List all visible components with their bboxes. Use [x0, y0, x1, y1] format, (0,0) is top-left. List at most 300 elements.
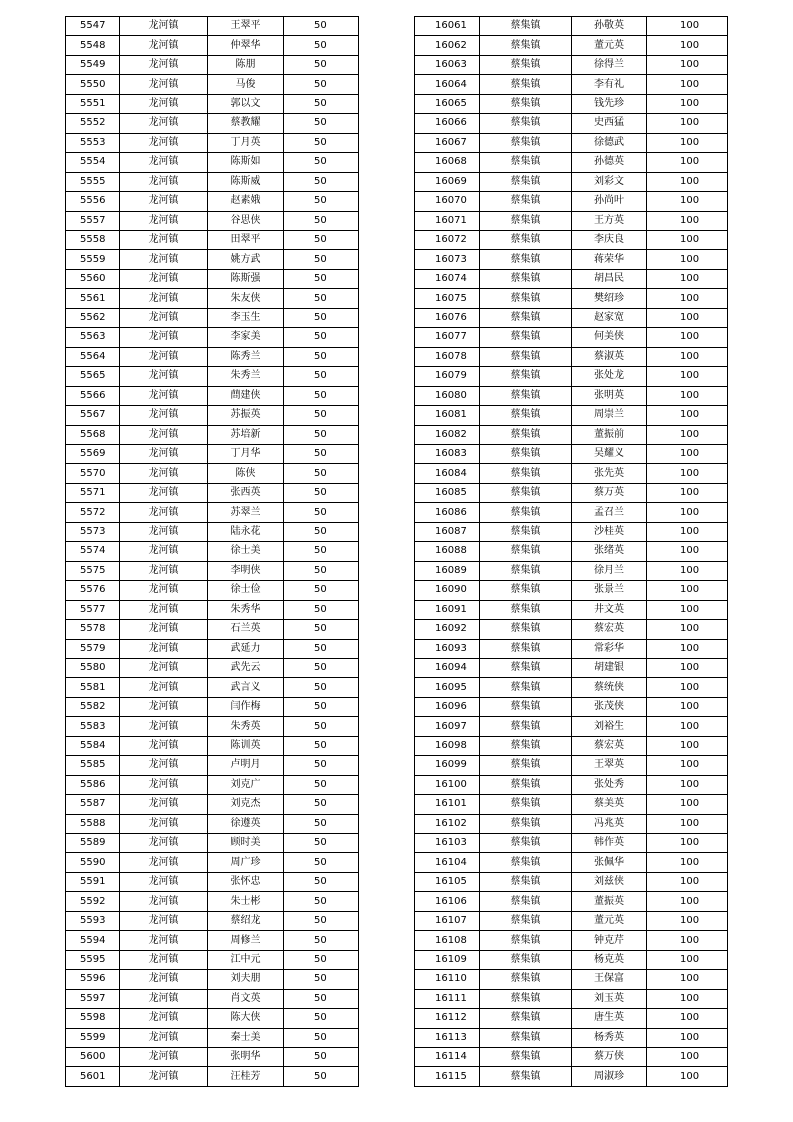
amount-cell: 100	[647, 75, 728, 94]
person-name-cell: 周广珍	[208, 853, 284, 872]
town-cell: 龙河镇	[120, 503, 208, 522]
town-cell: 龙河镇	[120, 464, 208, 483]
person-name-cell: 蔡宏英	[572, 620, 647, 639]
record-number-cell: 5548	[66, 36, 120, 55]
person-name-cell: 武言义	[208, 678, 284, 697]
town-cell: 蔡集镇	[480, 289, 572, 308]
table-row	[415, 192, 728, 211]
amount-cell: 50	[284, 931, 359, 950]
town-cell: 龙河镇	[120, 153, 208, 172]
table-row	[415, 853, 728, 872]
person-name-cell: 王翠平	[208, 17, 284, 36]
table-row	[415, 892, 728, 911]
town-cell: 龙河镇	[120, 269, 208, 288]
table-row	[66, 153, 359, 172]
record-number-cell: 16080	[415, 386, 480, 405]
record-number-cell: 5565	[66, 367, 120, 386]
town-cell: 龙河镇	[120, 697, 208, 716]
amount-cell: 50	[284, 581, 359, 600]
town-cell: 蔡集镇	[480, 367, 572, 386]
person-name-cell: 樊绍珍	[572, 289, 647, 308]
person-name-cell: 张茂侠	[572, 697, 647, 716]
person-name-cell: 沙桂英	[572, 522, 647, 541]
town-cell: 龙河镇	[120, 483, 208, 502]
table-row	[415, 308, 728, 327]
person-name-cell: 张明华	[208, 1048, 284, 1067]
person-name-cell: 蔡万英	[572, 483, 647, 502]
amount-cell: 50	[284, 55, 359, 74]
amount-cell: 100	[647, 36, 728, 55]
town-cell: 蔡集镇	[480, 114, 572, 133]
amount-cell: 50	[284, 153, 359, 172]
table-row	[66, 192, 359, 211]
person-name-cell: 蔡淑英	[572, 347, 647, 366]
table-row	[66, 444, 359, 463]
town-cell: 蔡集镇	[480, 444, 572, 463]
table-row	[66, 503, 359, 522]
person-name-cell: 李明侠	[208, 561, 284, 580]
town-cell: 蔡集镇	[480, 697, 572, 716]
record-number-cell: 16067	[415, 133, 480, 152]
record-number-cell: 5585	[66, 756, 120, 775]
amount-cell: 50	[284, 444, 359, 463]
record-number-cell: 5591	[66, 872, 120, 891]
amount-cell: 50	[284, 1067, 359, 1086]
table-row	[415, 211, 728, 230]
town-cell: 龙河镇	[120, 328, 208, 347]
person-name-cell: 江中元	[208, 950, 284, 969]
person-name-cell: 王保富	[572, 970, 647, 989]
person-name-cell: 王翠英	[572, 756, 647, 775]
amount-cell: 50	[284, 756, 359, 775]
town-cell: 蔡集镇	[480, 1067, 572, 1086]
person-name-cell: 蒋荣华	[572, 250, 647, 269]
table-row	[415, 658, 728, 677]
table-row	[415, 561, 728, 580]
town-cell: 龙河镇	[120, 94, 208, 113]
town-cell: 龙河镇	[120, 75, 208, 94]
table-row	[66, 483, 359, 502]
table-row	[415, 328, 728, 347]
table-row	[66, 133, 359, 152]
record-number-cell: 5576	[66, 581, 120, 600]
town-cell: 龙河镇	[120, 289, 208, 308]
record-number-cell: 5569	[66, 444, 120, 463]
town-cell: 蔡集镇	[480, 736, 572, 755]
table-row	[415, 133, 728, 152]
record-number-cell: 5595	[66, 950, 120, 969]
record-number-cell: 5563	[66, 328, 120, 347]
person-name-cell: 朱秀英	[208, 717, 284, 736]
amount-cell: 100	[647, 172, 728, 191]
town-cell: 蔡集镇	[480, 970, 572, 989]
town-cell: 龙河镇	[120, 522, 208, 541]
amount-cell: 100	[647, 464, 728, 483]
amount-cell: 50	[284, 425, 359, 444]
record-number-cell: 16069	[415, 172, 480, 191]
amount-cell: 50	[284, 853, 359, 872]
town-cell: 蔡集镇	[480, 989, 572, 1008]
table-row	[66, 36, 359, 55]
person-name-cell: 徐月兰	[572, 561, 647, 580]
table-row	[66, 347, 359, 366]
town-cell: 蔡集镇	[480, 911, 572, 930]
town-cell: 蔡集镇	[480, 872, 572, 891]
record-number-cell: 16086	[415, 503, 480, 522]
amount-cell: 100	[647, 872, 728, 891]
record-number-cell: 5567	[66, 406, 120, 425]
town-cell: 蔡集镇	[480, 814, 572, 833]
table-row	[415, 406, 728, 425]
person-name-cell: 蔡美英	[572, 795, 647, 814]
record-number-cell: 16074	[415, 269, 480, 288]
amount-cell: 50	[284, 970, 359, 989]
right-data-table	[414, 16, 728, 1087]
amount-cell: 50	[284, 308, 359, 327]
town-cell: 龙河镇	[120, 892, 208, 911]
amount-cell: 50	[284, 75, 359, 94]
amount-cell: 100	[647, 250, 728, 269]
person-name-cell: 井文英	[572, 600, 647, 619]
amount-cell: 50	[284, 542, 359, 561]
table-row	[415, 542, 728, 561]
person-name-cell: 孟召兰	[572, 503, 647, 522]
amount-cell: 100	[647, 308, 728, 327]
amount-cell: 100	[647, 386, 728, 405]
amount-cell: 100	[647, 94, 728, 113]
town-cell: 龙河镇	[120, 1028, 208, 1047]
table-row	[66, 872, 359, 891]
amount-cell: 100	[647, 328, 728, 347]
town-cell: 蔡集镇	[480, 347, 572, 366]
town-cell: 蔡集镇	[480, 386, 572, 405]
table-row	[66, 1067, 359, 1086]
amount-cell: 50	[284, 503, 359, 522]
table-row	[66, 931, 359, 950]
table-row	[66, 17, 359, 36]
record-number-cell: 5580	[66, 658, 120, 677]
town-cell: 龙河镇	[120, 308, 208, 327]
person-name-cell: 陈侠	[208, 464, 284, 483]
table-row	[66, 911, 359, 930]
table-row	[415, 503, 728, 522]
person-name-cell: 常彩华	[572, 639, 647, 658]
town-cell: 龙河镇	[120, 192, 208, 211]
person-name-cell: 朱友侠	[208, 289, 284, 308]
table-row	[66, 464, 359, 483]
record-number-cell: 5582	[66, 697, 120, 716]
person-name-cell: 刘克杰	[208, 795, 284, 814]
record-number-cell: 16082	[415, 425, 480, 444]
person-name-cell: 苏振英	[208, 406, 284, 425]
table-row	[66, 1028, 359, 1047]
record-number-cell: 16093	[415, 639, 480, 658]
record-number-cell: 5581	[66, 678, 120, 697]
person-name-cell: 孙尚叶	[572, 192, 647, 211]
table-row	[415, 989, 728, 1008]
town-cell: 龙河镇	[120, 853, 208, 872]
amount-cell: 50	[284, 1009, 359, 1028]
town-cell: 蔡集镇	[480, 192, 572, 211]
town-cell: 龙河镇	[120, 950, 208, 969]
record-number-cell: 5579	[66, 639, 120, 658]
record-number-cell: 16064	[415, 75, 480, 94]
amount-cell: 100	[647, 347, 728, 366]
amount-cell: 100	[647, 814, 728, 833]
person-name-cell: 卢明月	[208, 756, 284, 775]
table-row	[415, 347, 728, 366]
table-row	[66, 756, 359, 775]
person-name-cell: 张佩华	[572, 853, 647, 872]
amount-cell: 50	[284, 172, 359, 191]
table-row	[66, 386, 359, 405]
town-cell: 蔡集镇	[480, 542, 572, 561]
record-number-cell: 5574	[66, 542, 120, 561]
town-cell: 龙河镇	[120, 581, 208, 600]
record-number-cell: 5549	[66, 55, 120, 74]
amount-cell: 50	[284, 1028, 359, 1047]
town-cell: 蔡集镇	[480, 892, 572, 911]
person-name-cell: 陈训英	[208, 736, 284, 755]
person-name-cell: 吴耀义	[572, 444, 647, 463]
town-cell: 龙河镇	[120, 250, 208, 269]
record-number-cell: 5568	[66, 425, 120, 444]
town-cell: 龙河镇	[120, 678, 208, 697]
amount-cell: 100	[647, 620, 728, 639]
person-name-cell: 姚方武	[208, 250, 284, 269]
record-number-cell: 16114	[415, 1048, 480, 1067]
table-row	[415, 678, 728, 697]
amount-cell: 50	[284, 658, 359, 677]
person-name-cell: 胡昌民	[572, 269, 647, 288]
amount-cell: 100	[647, 697, 728, 716]
person-name-cell: 苏翠兰	[208, 503, 284, 522]
record-number-cell: 5557	[66, 211, 120, 230]
person-name-cell: 史西猛	[572, 114, 647, 133]
town-cell: 龙河镇	[120, 114, 208, 133]
table-row	[415, 970, 728, 989]
record-number-cell: 5601	[66, 1067, 120, 1086]
person-name-cell: 钱先珍	[572, 94, 647, 113]
amount-cell: 100	[647, 658, 728, 677]
table-row	[415, 911, 728, 930]
town-cell: 龙河镇	[120, 1067, 208, 1086]
table-row	[415, 931, 728, 950]
table-row	[66, 892, 359, 911]
record-number-cell: 16096	[415, 697, 480, 716]
town-cell: 蔡集镇	[480, 17, 572, 36]
table-row	[66, 269, 359, 288]
record-number-cell: 16061	[415, 17, 480, 36]
town-cell: 龙河镇	[120, 911, 208, 930]
record-number-cell: 16071	[415, 211, 480, 230]
person-name-cell: 张明英	[572, 386, 647, 405]
person-name-cell: 张先英	[572, 464, 647, 483]
record-number-cell: 16068	[415, 153, 480, 172]
amount-cell: 100	[647, 483, 728, 502]
table-row	[415, 36, 728, 55]
amount-cell: 100	[647, 853, 728, 872]
person-name-cell: 孙德英	[572, 153, 647, 172]
table-row	[415, 94, 728, 113]
record-number-cell: 16094	[415, 658, 480, 677]
person-name-cell: 李庆良	[572, 230, 647, 249]
record-number-cell: 5555	[66, 172, 120, 191]
amount-cell: 100	[647, 269, 728, 288]
person-name-cell: 顾时美	[208, 834, 284, 853]
table-row	[415, 386, 728, 405]
record-number-cell: 16092	[415, 620, 480, 639]
amount-cell: 50	[284, 678, 359, 697]
town-cell: 龙河镇	[120, 55, 208, 74]
record-number-cell: 5564	[66, 347, 120, 366]
person-name-cell: 陈秀兰	[208, 347, 284, 366]
amount-cell: 50	[284, 911, 359, 930]
person-name-cell: 董元英	[572, 36, 647, 55]
amount-cell: 50	[284, 464, 359, 483]
table-row	[66, 250, 359, 269]
amount-cell: 100	[647, 192, 728, 211]
person-name-cell: 仲翠华	[208, 36, 284, 55]
amount-cell: 50	[284, 717, 359, 736]
town-cell: 龙河镇	[120, 795, 208, 814]
table-row	[66, 736, 359, 755]
person-name-cell: 马俊	[208, 75, 284, 94]
table-row	[66, 542, 359, 561]
table-row	[415, 522, 728, 541]
amount-cell: 50	[284, 133, 359, 152]
town-cell: 龙河镇	[120, 600, 208, 619]
table-row	[415, 114, 728, 133]
town-cell: 蔡集镇	[480, 308, 572, 327]
record-number-cell: 5573	[66, 522, 120, 541]
table-row	[66, 814, 359, 833]
person-name-cell: 丁月华	[208, 444, 284, 463]
town-cell: 蔡集镇	[480, 522, 572, 541]
person-name-cell: 刘克广	[208, 775, 284, 794]
record-number-cell: 5561	[66, 289, 120, 308]
person-name-cell: 张西英	[208, 483, 284, 502]
amount-cell: 100	[647, 133, 728, 152]
town-cell: 蔡集镇	[480, 639, 572, 658]
person-name-cell: 蔡万侠	[572, 1048, 647, 1067]
town-cell: 蔡集镇	[480, 230, 572, 249]
person-name-cell: 郭以文	[208, 94, 284, 113]
town-cell: 蔡集镇	[480, 211, 572, 230]
amount-cell: 50	[284, 814, 359, 833]
person-name-cell: 唐生英	[572, 1009, 647, 1028]
person-name-cell: 陆永花	[208, 522, 284, 541]
record-number-cell: 5578	[66, 620, 120, 639]
person-name-cell: 朱秀华	[208, 600, 284, 619]
person-name-cell: 徐士美	[208, 542, 284, 561]
record-number-cell: 16090	[415, 581, 480, 600]
town-cell: 蔡集镇	[480, 756, 572, 775]
left-table-body	[66, 17, 359, 1087]
town-cell: 龙河镇	[120, 561, 208, 580]
person-name-cell: 刘夫朋	[208, 970, 284, 989]
amount-cell: 100	[647, 736, 728, 755]
amount-cell: 100	[647, 406, 728, 425]
town-cell: 蔡集镇	[480, 620, 572, 639]
town-cell: 龙河镇	[120, 717, 208, 736]
town-cell: 蔡集镇	[480, 931, 572, 950]
town-cell: 龙河镇	[120, 1009, 208, 1028]
person-name-cell: 蔡统侠	[572, 678, 647, 697]
record-number-cell: 5552	[66, 114, 120, 133]
town-cell: 龙河镇	[120, 444, 208, 463]
record-number-cell: 5599	[66, 1028, 120, 1047]
table-row	[415, 620, 728, 639]
person-name-cell: 何美侠	[572, 328, 647, 347]
town-cell: 蔡集镇	[480, 795, 572, 814]
person-name-cell: 赵素娥	[208, 192, 284, 211]
amount-cell: 100	[647, 639, 728, 658]
table-row	[66, 75, 359, 94]
person-name-cell: 汪桂芳	[208, 1067, 284, 1086]
person-name-cell: 朱士彬	[208, 892, 284, 911]
table-row	[415, 717, 728, 736]
person-name-cell: 丁月英	[208, 133, 284, 152]
amount-cell: 100	[647, 795, 728, 814]
table-row	[415, 834, 728, 853]
record-number-cell: 16101	[415, 795, 480, 814]
town-cell: 蔡集镇	[480, 36, 572, 55]
record-number-cell: 5600	[66, 1048, 120, 1067]
person-name-cell: 孙敬英	[572, 17, 647, 36]
person-name-cell: 陈大侠	[208, 1009, 284, 1028]
town-cell: 龙河镇	[120, 989, 208, 1008]
person-name-cell: 刘玉英	[572, 989, 647, 1008]
record-number-cell: 16107	[415, 911, 480, 930]
amount-cell: 100	[647, 1028, 728, 1047]
record-number-cell: 5553	[66, 133, 120, 152]
amount-cell: 100	[647, 211, 728, 230]
record-number-cell: 5556	[66, 192, 120, 211]
town-cell: 蔡集镇	[480, 133, 572, 152]
record-number-cell: 16098	[415, 736, 480, 755]
town-cell: 蔡集镇	[480, 269, 572, 288]
town-cell: 蔡集镇	[480, 1028, 572, 1047]
amount-cell: 100	[647, 367, 728, 386]
amount-cell: 50	[284, 386, 359, 405]
table-row	[415, 775, 728, 794]
person-name-cell: 王方英	[572, 211, 647, 230]
town-cell: 蔡集镇	[480, 503, 572, 522]
amount-cell: 50	[284, 522, 359, 541]
table-row	[66, 678, 359, 697]
table-row	[415, 872, 728, 891]
amount-cell: 100	[647, 17, 728, 36]
person-name-cell: 苏培新	[208, 425, 284, 444]
amount-cell: 100	[647, 425, 728, 444]
table-row	[415, 1028, 728, 1047]
amount-cell: 50	[284, 250, 359, 269]
town-cell: 龙河镇	[120, 620, 208, 639]
town-cell: 蔡集镇	[480, 406, 572, 425]
record-number-cell: 16099	[415, 756, 480, 775]
town-cell: 龙河镇	[120, 775, 208, 794]
person-name-cell: 朱秀兰	[208, 367, 284, 386]
town-cell: 蔡集镇	[480, 678, 572, 697]
amount-cell: 100	[647, 911, 728, 930]
record-number-cell: 16111	[415, 989, 480, 1008]
town-cell: 龙河镇	[120, 367, 208, 386]
amount-cell: 100	[647, 970, 728, 989]
record-number-cell: 16073	[415, 250, 480, 269]
record-number-cell: 16076	[415, 308, 480, 327]
table-row	[415, 600, 728, 619]
